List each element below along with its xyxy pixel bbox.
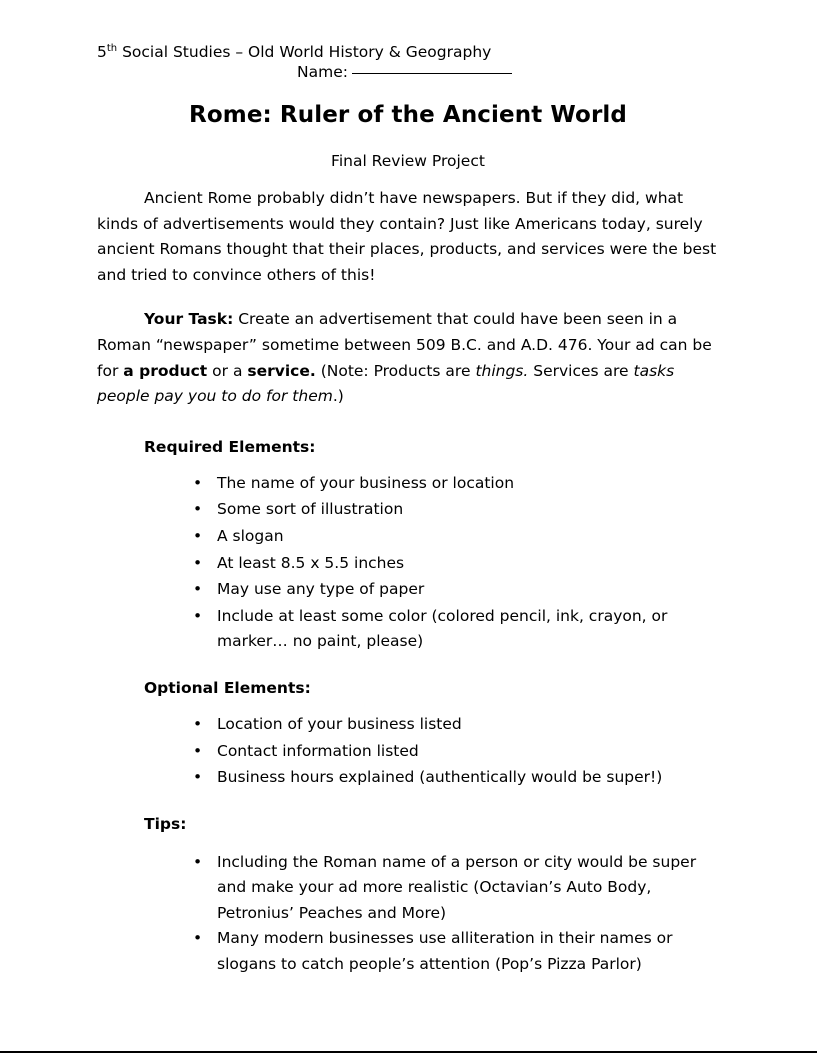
list-item: • At least 8.5 x 5.5 inches bbox=[97, 551, 719, 577]
task-italic-tasks: tasks people pay you to do for them bbox=[97, 361, 675, 406]
list-item: • Business hours explained (authentically would be super!) bbox=[97, 765, 719, 791]
course-name: Social Studies – Old World History & Geography bbox=[117, 43, 492, 61]
task-text-3: (Note: Products are bbox=[315, 361, 476, 380]
task-bold-service: service. bbox=[247, 361, 316, 380]
task-bold-product: a product bbox=[123, 361, 208, 380]
task-label: Your Task: bbox=[144, 310, 234, 329]
grade-number: 5 bbox=[97, 43, 107, 61]
section-heading-required: Required Elements: bbox=[144, 437, 316, 456]
list-item: • Many modern businesses use alliteration in their names or slogans to catch people’s attention (Pop’s Pizza Parlor) bbox=[97, 926, 719, 977]
list-item: • Some sort of illustration bbox=[97, 497, 719, 523]
page-bottom-rule bbox=[0, 1051, 817, 1053]
task-text-5: .) bbox=[332, 387, 344, 406]
name-label: Name: bbox=[297, 63, 348, 81]
task-text-2: or a bbox=[207, 361, 248, 380]
name-write-in-line[interactable] bbox=[352, 73, 512, 74]
intro-paragraph: Ancient Rome probably didn’t have newspapers. But if they did, what kinds of advertisements would they contain? Just like Americans today, surely ancient Romans thought that their places, products, and services were the best and tried to convince others of this! bbox=[97, 189, 717, 284]
grade-ordinal-suffix: th bbox=[106, 42, 118, 54]
page-subtitle: Final Review Project bbox=[331, 152, 485, 170]
section-heading-tips: Tips: bbox=[144, 814, 187, 833]
task-italic-things: things. bbox=[475, 361, 529, 380]
task-text-1: Create an advertisement that could have been seen in a Roman “newspaper” sometime between 509 B.C. and A.D. 476. Your ad can be for bbox=[97, 310, 712, 380]
list-item: • The name of your business or location bbox=[97, 471, 719, 497]
task-text-4: Services are bbox=[528, 361, 634, 380]
list-item: • May use any type of paper bbox=[97, 577, 719, 603]
section-heading-optional: Optional Elements: bbox=[144, 678, 311, 697]
list-item: • Contact information listed bbox=[97, 739, 719, 765]
document-content bbox=[97, 42, 719, 978]
tips-list bbox=[97, 850, 719, 978]
course-header bbox=[97, 42, 719, 62]
task-paragraph bbox=[97, 307, 719, 409]
list-item: • Location of your business listed bbox=[97, 712, 719, 738]
required-elements-list bbox=[97, 471, 719, 655]
name-field-row bbox=[97, 62, 719, 83]
optional-elements-list bbox=[97, 712, 719, 791]
page-title: Rome: Ruler of the Ancient World bbox=[189, 102, 627, 128]
list-item: • A slogan bbox=[97, 524, 719, 550]
list-item: • Including the Roman name of a person or city would be super and make your ad more realistic (Octavian’s Auto Body, Petronius’ Peaches and More) bbox=[97, 850, 719, 927]
list-item: • Include at least some color (colored pencil, ink, crayon, or marker… no paint, please) bbox=[97, 604, 719, 655]
